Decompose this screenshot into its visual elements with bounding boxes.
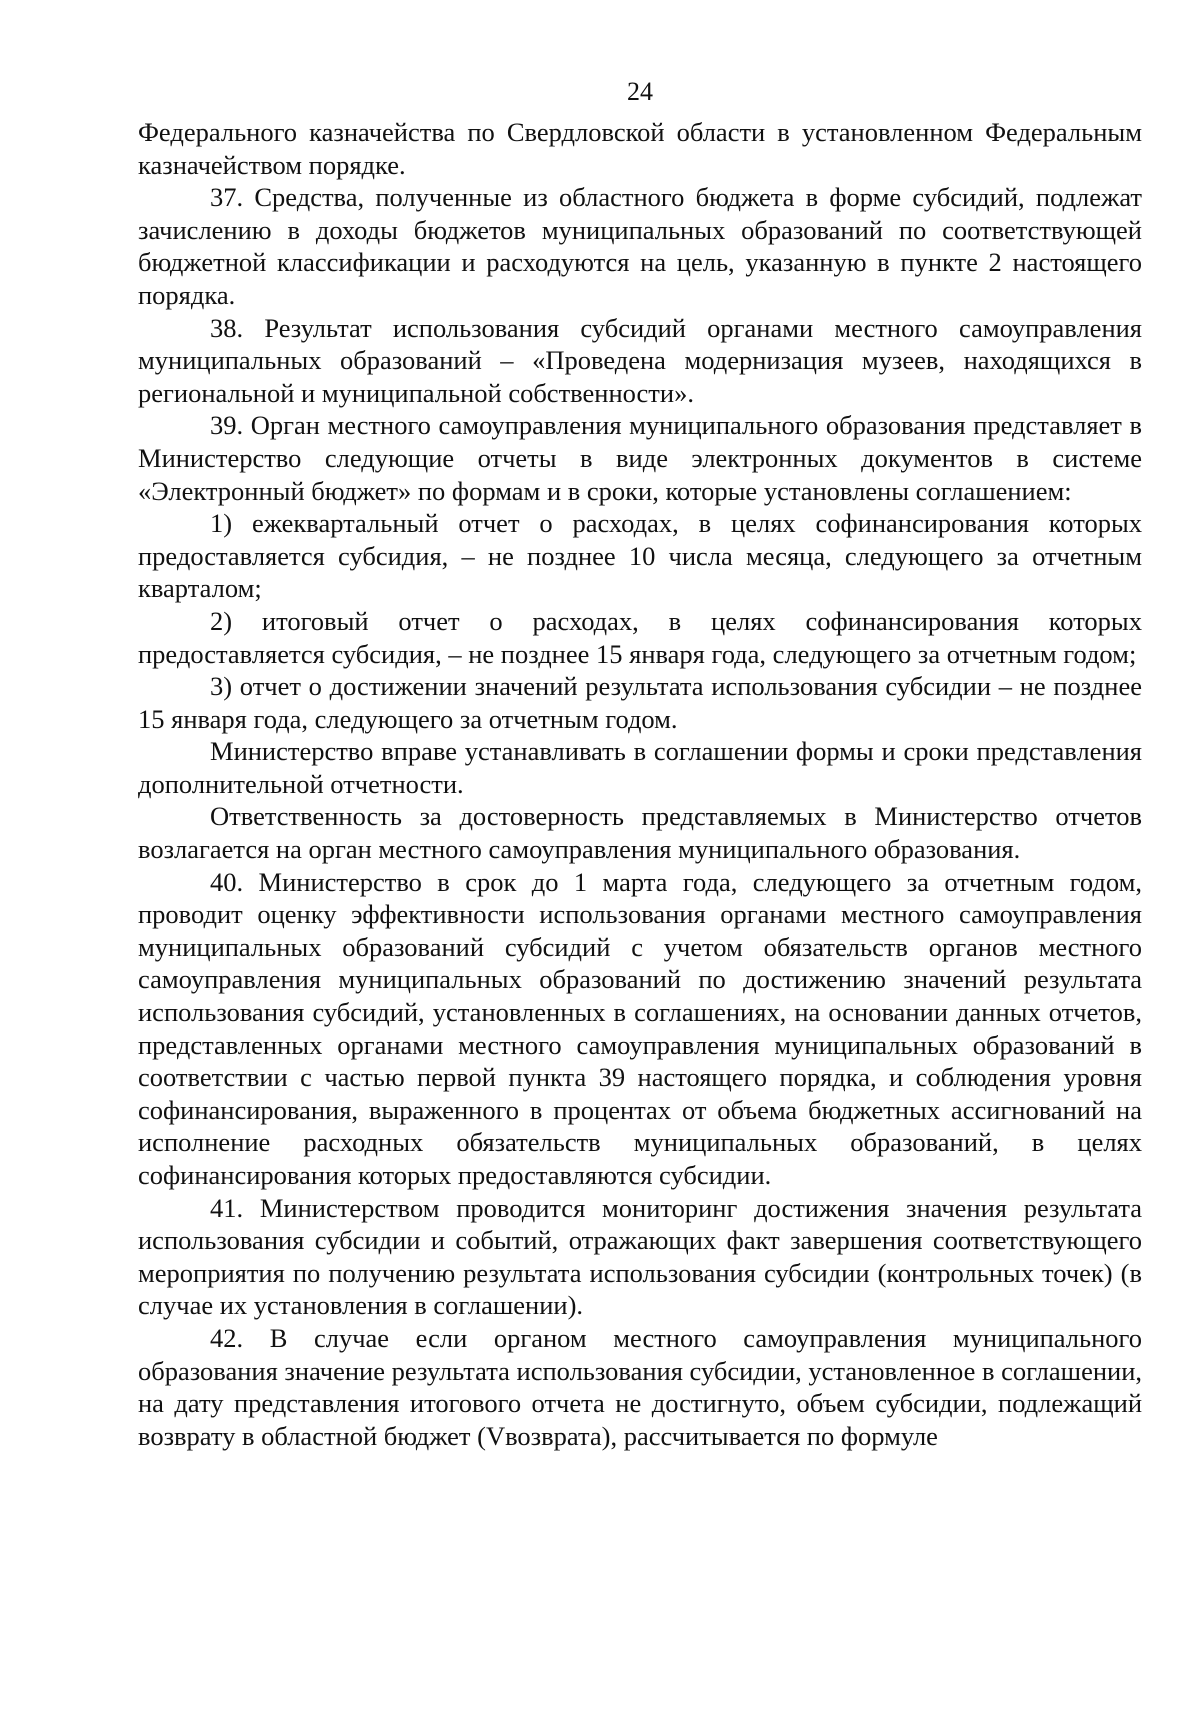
list-item-39-2: 2) итоговый отчет о расходах, в целях софинансирования которых предоставляется субсидия, – не позднее 15 января года, следующего за отчетным годом;	[138, 605, 1142, 669]
list-item-39-3: 3) отчет о достижении значений результата использования субсидии – не позднее 15 января года, следующего за отчетным годом.	[138, 671, 1142, 734]
page-number: 24	[627, 77, 653, 106]
paragraph-40: 40. Министерство в срок до 1 марта года, следующего за отчетным годом, проводит оценку эффективности использования органами местного самоуправления муниципальных образований субсидий с учетом обязательств органов местного самоуправления муниципальных образований по достижению значений результата использования субсидий, установленных в соглашениях, на основании данных отчетов, представленных органами местного самоуправления муниципальных образований в соответствии с частью первой пункта 39 настоящего порядка, и соблюдения уровня софинансирования, выраженного в процентах от объема бюджетных ассигнований на исполнение расходных обязательств муниципальных образований, в целях софинансирования которых предоставляются субсидии.	[138, 866, 1142, 1190]
paragraph-41: 41. Министерством проводится мониторинг достижения значения результата использования субсидии и событий, отражающих факт завершения соответствующего мероприятия по получению результата использования субсидии (контрольных точек) (в случае их установления в соглашении).	[138, 1192, 1142, 1321]
paragraph-39: 39. Орган местного самоуправления муниципального образования представляет в Министерство следующие отчеты в виде электронных документов в системе «Электронный бюджет» по формам и в сроки, которые установлены соглашением:	[138, 410, 1142, 506]
paragraph-additional-reporting: Министерство вправе устанавливать в соглашении формы и сроки представления дополнительной отчетности.	[138, 736, 1142, 799]
paragraph-37: 37. Средства, полученные из областного бюджета в форме субсидий, подлежат зачислению в доходы бюджетов муниципальных образований по соответствующей бюджетной классификации и расходуются на цель, указанную в пункте 2 настоящего порядка.	[138, 182, 1142, 310]
paragraph-38: 38. Результат использования субсидий органами местного самоуправления муниципальных образований – «Проведена модернизация музеев, находящихся в региональной и муниципальной собственности».	[138, 312, 1142, 408]
paragraph-continuation: Федерального казначейства по Свердловской области в установленном Федеральным казначейством порядке.	[138, 117, 1142, 180]
list-item-39-1: 1) ежеквартальный отчет о расходах, в целях софинансирования которых предоставляется субсидия, – не позднее 10 числа месяца, следующего за отчетным кварталом;	[138, 508, 1142, 604]
document-body	[138, 116, 1142, 1452]
paragraph-responsibility: Ответственность за достоверность представляемых в Министерство отчетов возлагается на орган местного самоуправления муниципального образования.	[138, 801, 1142, 865]
paragraph-42: 42. В случае если органом местного самоуправления муниципального образования значение результата использования субсидии, установленное в соглашении, на дату представления итогового отчета не достигнуто, объем субсидии, подлежащий возврату в областной бюджет (Vвозврата), рассчитывается по формуле	[138, 1322, 1142, 1451]
